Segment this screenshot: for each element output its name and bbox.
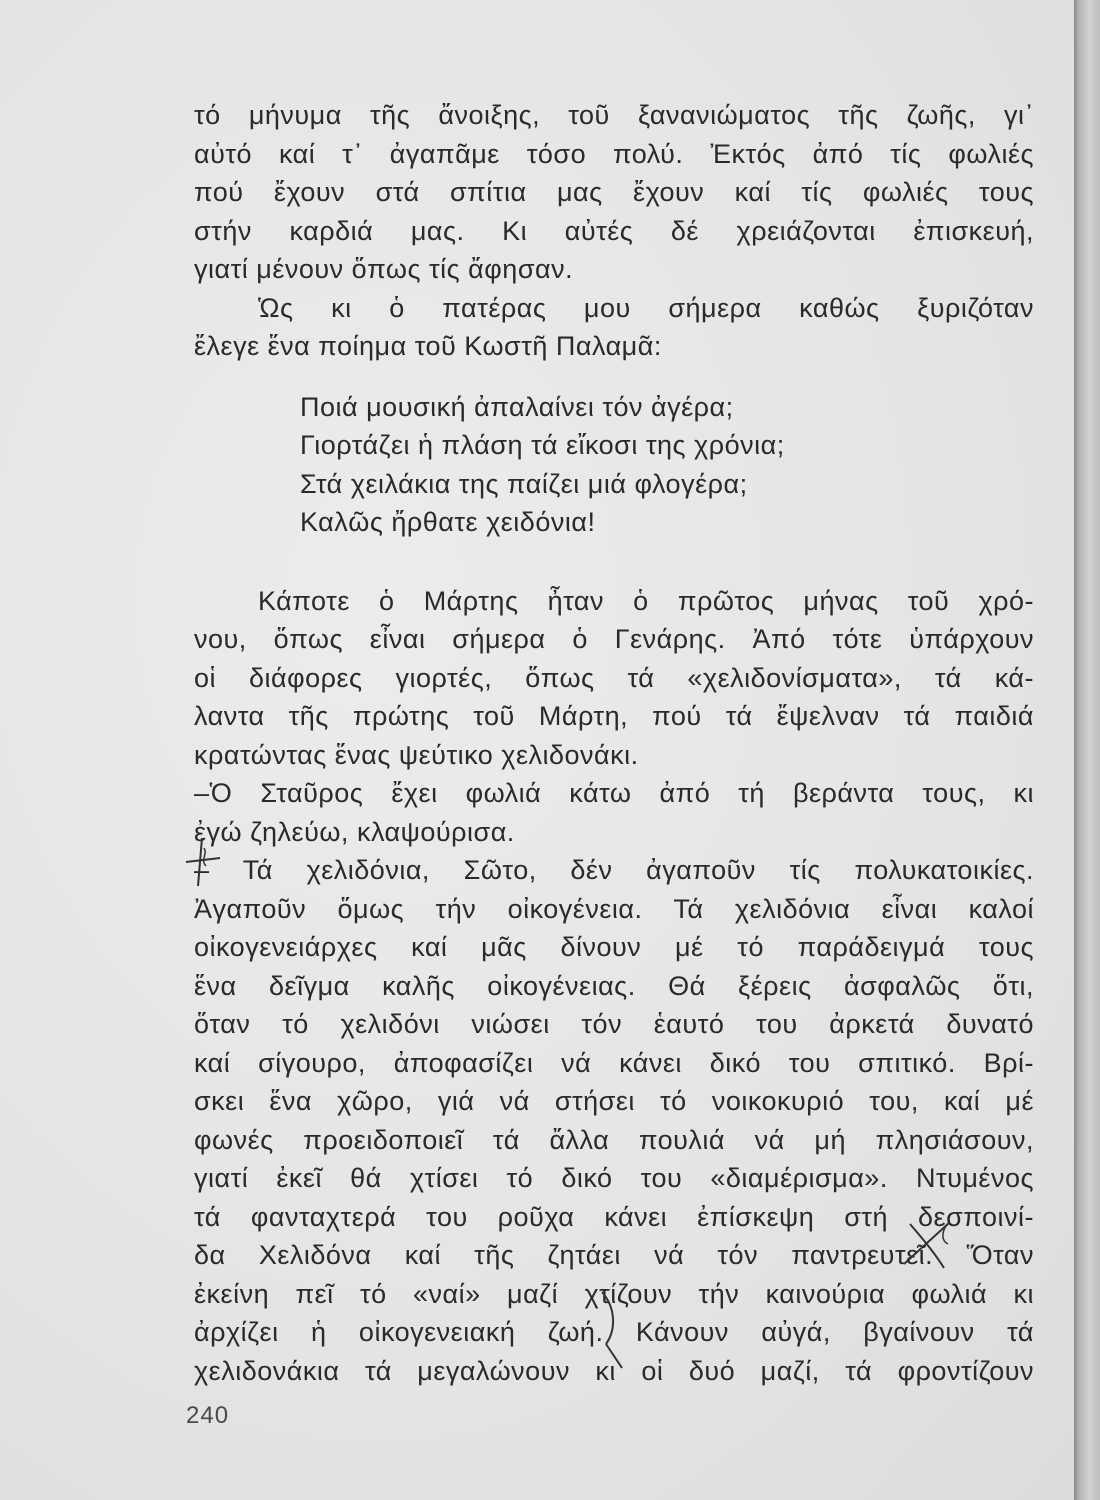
text-line: δα Χελιδόνα καί τῆς ζητάει νά τόν παντρευτεῖ. Ὅταν: [194, 1240, 1034, 1270]
text-line: ἀρχίζει ἡ οἰκογενειακή ζωή. Κάνουν αὐγά, βγαίνουν τά: [194, 1317, 1034, 1347]
text-line: κρατώντας ἕνας ψεύτικο χελιδονάκι.: [194, 739, 639, 770]
text-line: ἔλεγε ἕνα ποίημα τοῦ Κωστῆ Παλαμᾶ:: [194, 331, 662, 361]
text-line: Ὡς κι ὁ πατέρας μου σήμερα καθώς ξυριζόταν: [258, 292, 1034, 323]
text-line: νου, ὅπως εἶναι σήμερα ὁ Γενάρης. Ἀπό τότε ὑπάρχουν: [194, 624, 1034, 654]
text-line: καί σίγουρο, ἀποφασίζει νά κάνει δικό του σπιτικό. Βρί-: [194, 1047, 1034, 1078]
text-line: γιατί μένουν ὅπως τίς ἄφησαν.: [194, 254, 574, 284]
text-line: τό μήνυμα τῆς ἄνοιξης, τοῦ ξανανιώματος τῆς ζωῆς, γι᾿: [194, 100, 1034, 130]
text-line: ἕνα δεῖγμα καλῆς οἰκογένειας. Θά ξέρεις ἀσφαλῶς ὅτι,: [194, 970, 1034, 1001]
text-line: στήν καρδιά μας. Κι αὐτές δέ χρειάζονται ἐπισκευή,: [194, 215, 1034, 246]
page-number: 240: [186, 1402, 230, 1429]
text-line: –Ὁ Σταῦρος ἔχει φωλιά κάτω ἀπό τή βεράντα τους, κι: [194, 778, 1034, 808]
text-line: φωνές προειδοποιεῖ τά ἄλλα πουλιά νά μή πλησιάσουν,: [194, 1124, 1034, 1155]
text-line: οἰκογενειάρχες καί μᾶς δίνουν μέ τό παράδειγμά τους: [194, 932, 1034, 962]
text-line: ἐκείνη πεῖ τό «ναί» μαζί χτίζουν τήν καινούρια φωλιά κι: [194, 1278, 1034, 1309]
paragraph-1: [194, 96, 1034, 289]
text-line: οἱ διάφορες γιορτές, ὅπως τά «χελιδονίσματα», τά κά-: [194, 662, 1034, 693]
page-edge-shadow: [1074, 0, 1100, 1500]
text-line: Ἀγαποῦν ὅμως τήν οἰκογένεια. Τά χελιδόνια εἶναι καλοί: [194, 893, 1034, 924]
text-line: αὐτό καί τ᾿ ἀγαπᾶμε τόσο πολύ. Ἐκτός ἀπό τίς φωλιές: [194, 138, 1034, 169]
body-text: [194, 96, 1034, 1390]
dialogue-1: [194, 774, 1034, 851]
paragraph-2: [194, 289, 1034, 366]
text-line: λαντα τῆς πρώτης τοῦ Μάρτη, πού τά ἔψελναν τά παιδιά: [194, 701, 1034, 731]
text-line: ὅταν τό χελιδόνι νιώσει τόν ἑαυτό του ἀρκετά δυνατό: [194, 1009, 1034, 1039]
text-line: τά φανταχτερά του ροῦχα κάνει ἐπίσκεψη στή δεσποινί-: [194, 1201, 1034, 1232]
text-line: σκει ἕνα χῶρο, γιά νά στήσει τό νοικοκυριό του, καί μέ: [194, 1086, 1034, 1116]
dialogue-2: [194, 851, 1034, 1390]
poem-line: Στά χειλάκια της παίζει μιά φλογέρα;: [300, 468, 748, 499]
text-line: πού ἔχουν στά σπίτια μας ἔχουν καί τίς φωλιές τους: [194, 177, 1034, 207]
poem-line: Καλῶς ἤρθατε χειδόνια!: [300, 507, 596, 537]
text-line: – Τά χελιδόνια, Σῶτο, δέν ἀγαποῦν τίς πολυκατοικίες.: [194, 855, 1034, 885]
text-line: γιατί ἐκεῖ θά χτίσει τό δικό του «διαμέρισμα». Ντυμένος: [194, 1163, 1034, 1193]
poem-line: Ποιά μουσική ἀπαλαίνει τόν ἀγέρα;: [300, 391, 734, 422]
poem-line: Γιορτάζει ἡ πλάση τά εἴκοσι της χρόνια;: [300, 430, 785, 460]
text-line: ἐγώ ζηλεύω, κλαψούρισα.: [194, 816, 515, 847]
paragraph-3: [194, 582, 1034, 775]
text-line: Κάποτε ὁ Μάρτης ἦταν ὁ πρῶτος μήνας τοῦ χρό-: [258, 585, 1034, 616]
poem: [194, 388, 1034, 542]
text-line: χελιδονάκια τά μεγαλώνουν κι οἱ δυό μαζί, τά φροντίζουν: [194, 1355, 1034, 1386]
